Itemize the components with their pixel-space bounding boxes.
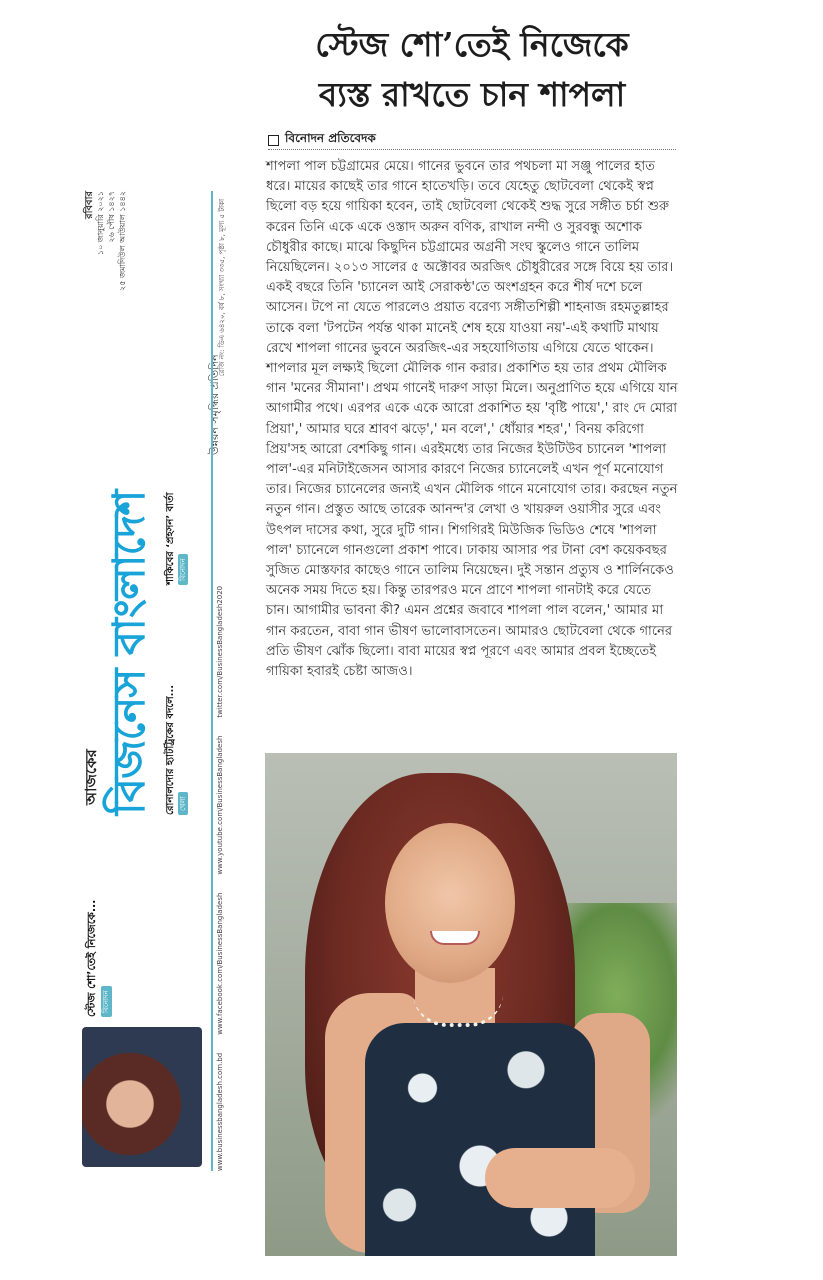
teaser-title: রোনালদোর হ্যাটট্রিকের বদলে... [165, 684, 176, 815]
byline [268, 130, 376, 150]
issue-dates [84, 191, 128, 301]
lead-teaser-badge: বিনোদন [101, 986, 112, 1017]
byline-text: বিনোদন প্রতিবেদক [285, 131, 376, 145]
facebook-link[interactable]: www.facebook.com/BusinessBangladesh [216, 892, 224, 1035]
masthead-strip-inner [78, 185, 238, 1175]
masthead-logo: বিজনেস বাংলাদেশ [104, 490, 155, 815]
byline-divider [268, 149, 676, 150]
headline-line-1: স্টেজ শো’তেই নিজেকে [315, 25, 629, 64]
photo-hands [485, 1148, 635, 1208]
headline-line-2: ব্যস্ত রাখতে চান শাপলা [318, 75, 626, 114]
teaser-row [166, 215, 206, 815]
photo-floral-dress [365, 1023, 595, 1256]
photo-smile [430, 931, 480, 945]
masthead-kicker: আজকের [82, 749, 100, 805]
social-links [211, 191, 232, 1171]
issue-date-english: ১০ জানুয়ারি ২০২১ [96, 191, 105, 256]
twitter-link[interactable]: twitter.com/BusinessBangladesh2020 [216, 585, 224, 718]
issue-day: রবিবার [84, 191, 95, 219]
teaser-photo [82, 1027, 202, 1167]
teaser-title: শাকিবের ‘প্রহসন’ বার্তা [165, 492, 176, 585]
teaser-badge: বিনোদন [178, 554, 188, 585]
masthead-tagline: উন্নয়ন সমৃদ্ধির প্রতিদিন [208, 354, 221, 455]
youtube-link[interactable]: www.youtube.com/BusinessBangladesh [216, 735, 224, 875]
teaser-item[interactable] [166, 625, 188, 815]
article-headline [252, 20, 692, 120]
teaser-item[interactable] [166, 395, 188, 585]
lead-teaser-title: স্টেজ শো’তেই নিজেকে... [85, 899, 98, 1017]
article-body: শাপলা পাল চট্টগ্রামের মেয়ে। গানের ভুবনে তার পথচলা মা সঞ্জু পালের হাত ধরে। মায়ের কাছেই তার গানে হাতেখড়ি। তবে যেহেতু ছোটবেলা থেকেই স্বপ্ন ছিলো বড় হয়ে গায়িকা হবেন, তাই ছোটবেলা থেকেই শুদ্ধ সুরে সঙ্গীত চর্চা শুরু করেন তিনি একে একে ওস্তাদ অরুন বণিক, রাখাল নন্দী ও সুরবন্ধু অশোক চৌধুরীর কাছে। মাঝে কিছুদিন চট্টগ্রামের অগ্রনী সংঘ স্কুলেও গানে তালিম নিয়েছিলেন। ২০১৩ সালের ৫ অক্টোবর অরজিৎ চৌধুরীরের সঙ্গে বিয়ে হয় তার। একই বছরে তিনি 'চ্যানেল আই সেরাকন্ঠ'তে অংশগ্রহন করে শীর্ষ দশে চলে আসেন। টপে না যেতে পারলেও প্রয়াত বরেণ্য সঙ্গীতশিল্পী শাহনাজ রহমতুল্লাহর তাকে বলা 'টপটেন পর্যন্ত থাকা মানেই শেষ হয়ে যাওয়া নয়'-এই কথাটি মাথায় রেখে শাপলা গানের ভুবনে অরজিৎ-এর সহযোগিতায় এগিয়ে যেতে থাকেন। শাপলার মূল লক্ষ্যই ছিলো মৌলিক গান করার। প্রকাশিত হয় তার প্রথম মৌলিক গান 'মনের সীমানা'। প্রথম গানেই দারুণ সাড়া মিলে। অনুপ্রাণিত হয়ে এগিয়ে যান আগামীর পথে। এরপর একে একে আরো প্রকাশিত হয় 'বৃষ্টি পায়ে',' রাং দে মোরা প্রিয়া',' আমার ঘরে শ্রাবণ ঝড়ে',' মন বলে',' ধোঁয়ার শহর',' বিনয় করিগো প্রিয়'সহ আরো বেশকিছু গান। এরইমধ্যে তার নিজের ইউটিউব চ্যানেল 'শাপলা পাল'-এর মনিটাইজেসন আসার কারণে নিজের চ্যানেলেই এখন পূর্ণ মনোযোগ তার। নিজের চ্যানেলের জন্যই এখন মৌলিক গানে মনোযোগ তার। করছেন নতুন নতুন গান। প্রস্তুত আছে তারেক আনন্দ'র লেখা ও খায়রুল ওয়াসীর সুরে এবং উৎপল দাসের কথা, সুরে দুটি গান। শিগগিরই মিউজিক ভিডিও শেষে 'শাপলা পাল' চ্যানেলে গানগুলো প্রকাশ পাবে। ঢাকায় আসার পর টানা বেশ কয়েকবছর সুজিত মোস্তফার কাছেও গানে তালিম নিয়েছেন। দুই সন্তান প্রত্যুষ ও শার্লিনকেও অনেক সময় দিতে হয়। কিন্তু তারপরও মনে প্রাণে শাপলা গানটাই করে যেতে চান। আগামীর ভাবনা কী? এমন প্রশ্নের জবাবে শাপলা পাল বলেন,' আমার মা গান করতেন, বাবা গান ভীষণ ভালোবাসতেন। আমারও ছোটবেলা থেকে গানের প্রতি ভীষণ ঝোঁক ছিলো। বাবা মায়ের স্বপ্ন পূরণে এবং আমার প্রবল ইচ্ছেতেই গায়িকা হবারই চেষ্টা আজও। [266, 159, 678, 680]
website-link[interactable]: www.businessbangladesh.com.bd [216, 1052, 224, 1171]
issue-date-hijri: ২৫ জমাদিউল আউয়াল ১৪৪২ [118, 191, 127, 291]
issue-date-bangla: ২৬ পৌষ ১৪২৭ [107, 191, 116, 243]
issue-price: রেজি নং: ডিএ ৬৪২০, বর্ষ ৮, সংখ্যা ৩৩৫, পৃষ্ঠা ৮, মূল্য ৫ টাকা [218, 199, 226, 377]
photo-face [385, 823, 515, 983]
masthead-strip [78, 185, 238, 1175]
article-photo [265, 753, 677, 1256]
checkbox-square-icon [268, 135, 279, 146]
lead-teaser[interactable] [86, 827, 196, 1017]
teaser-badge: খেলা [178, 792, 188, 815]
